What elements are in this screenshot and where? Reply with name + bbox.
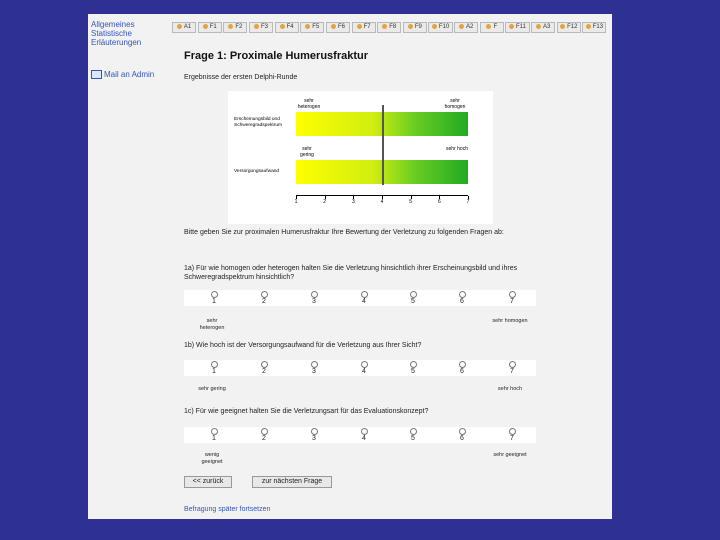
scale-number: 1 xyxy=(212,298,216,305)
tab-f9[interactable] xyxy=(403,22,427,33)
x-tick-label: 3 xyxy=(351,199,355,205)
tab-a3[interactable] xyxy=(531,22,555,33)
scale-number: 7 xyxy=(510,435,514,442)
tab-label: F5 xyxy=(312,24,320,30)
x-tick-label: 6 xyxy=(437,199,441,205)
scale-number: 3 xyxy=(312,298,316,305)
radio-group-1c xyxy=(184,427,536,443)
scale-number: 2 xyxy=(262,298,266,305)
scale-number: 4 xyxy=(362,435,366,442)
mail-admin-link[interactable] xyxy=(91,70,154,79)
tab-f7[interactable] xyxy=(352,22,376,33)
q1a-right-anchor: sehr homogen xyxy=(492,318,528,324)
radio-option-1-5[interactable] xyxy=(410,291,417,298)
radio-option-1-7[interactable] xyxy=(509,291,516,298)
tab-status-icon xyxy=(432,24,437,29)
radio-option-1-4[interactable] xyxy=(361,291,368,298)
tab-label: F1 xyxy=(209,24,217,30)
tab-status-icon xyxy=(228,24,233,29)
tab-status-icon xyxy=(280,24,285,29)
tab-status-icon xyxy=(408,24,413,29)
x-tick-label: 1 xyxy=(294,199,298,205)
tab-f[interactable] xyxy=(480,22,504,33)
delphi-chart xyxy=(228,91,493,224)
sidebar xyxy=(91,20,176,47)
scale-number: 7 xyxy=(510,298,514,305)
scale-number: 4 xyxy=(362,298,366,305)
row2-label: Versorgungsaufwand xyxy=(234,169,280,174)
tab-status-icon xyxy=(305,24,310,29)
tab-status-icon xyxy=(586,24,591,29)
tab-label: F2 xyxy=(235,24,243,30)
scale-number: 6 xyxy=(460,435,464,442)
radio-option-1-3[interactable] xyxy=(311,291,318,298)
scale-number: 5 xyxy=(411,368,415,375)
continue-later-link[interactable]: Befragung später fortsetzen xyxy=(184,506,271,513)
tab-f13[interactable] xyxy=(582,22,606,33)
question-1a-text: 1a) Für wie homogen oder heterogen halten Sie die Verletzung hinsichtlich ihrer Erscheinungsbild und ihres Schweregradspektrum hinsichtlich? xyxy=(184,265,518,281)
tab-f6[interactable] xyxy=(326,22,350,33)
tab-f10[interactable] xyxy=(428,22,452,33)
tab-status-icon xyxy=(459,24,464,29)
mail-admin-label: Mail an Admin xyxy=(104,70,155,79)
radio-option-3-3[interactable] xyxy=(311,428,318,435)
scale-number: 2 xyxy=(262,368,266,375)
tab-status-icon xyxy=(382,24,387,29)
back-button[interactable]: << zurück xyxy=(184,476,232,488)
radio-option-3-1[interactable] xyxy=(211,428,218,435)
scale-number: 7 xyxy=(510,368,514,375)
tab-f11[interactable] xyxy=(505,22,529,33)
envelope-icon xyxy=(91,70,102,79)
tab-f4[interactable] xyxy=(275,22,299,33)
scale-number: 4 xyxy=(362,368,366,375)
radio-group-1a xyxy=(184,290,536,306)
radio-option-2-6[interactable] xyxy=(459,361,466,368)
radio-option-1-1[interactable] xyxy=(211,291,218,298)
x-tick-label: 4 xyxy=(380,199,384,205)
tab-f1[interactable] xyxy=(198,22,222,33)
radio-group-1b xyxy=(184,360,536,376)
sidebar-link-allgemeines[interactable]: Allgemeines xyxy=(91,20,135,29)
main-panel xyxy=(88,14,612,519)
intro-text: Bitte geben Sie zur proximalen Humerusfraktur Ihre Bewertung der Verletzung zu folgenden Fragen ab: xyxy=(184,229,504,236)
tab-label: F11 xyxy=(516,24,526,30)
tab-status-icon xyxy=(254,24,259,29)
tab-label: F xyxy=(493,24,498,30)
row2-right-anchor: sehr hoch xyxy=(446,146,468,152)
scale-number: 2 xyxy=(262,435,266,442)
q1b-left-anchor: sehr gering xyxy=(198,386,226,392)
q1b-right-anchor: sehr hoch xyxy=(497,386,523,392)
radio-option-3-5[interactable] xyxy=(410,428,417,435)
tab-label: A1 xyxy=(183,24,192,30)
question-tabs xyxy=(172,22,608,35)
radio-option-2-4[interactable] xyxy=(361,361,368,368)
q1a-left-anchor: sehr heterogen xyxy=(199,318,225,331)
radio-option-2-2[interactable] xyxy=(261,361,268,368)
results-label: Ergebnisse der ersten Delphi-Runde xyxy=(184,74,298,81)
next-question-button[interactable]: zur nächsten Frage xyxy=(252,476,332,488)
tab-a2[interactable] xyxy=(454,22,478,33)
tab-label: A2 xyxy=(466,24,474,30)
tab-label: F13 xyxy=(592,24,604,30)
tab-label: F6 xyxy=(337,24,345,30)
x-tick-label: 5 xyxy=(409,199,413,205)
radio-option-2-7[interactable] xyxy=(509,361,516,368)
tab-f8[interactable] xyxy=(377,22,401,33)
tab-status-icon xyxy=(357,24,362,29)
sidebar-link-erlaeuterungen[interactable]: Erläuterungen xyxy=(91,38,142,47)
scale-number: 5 xyxy=(411,298,415,305)
radio-option-3-2[interactable] xyxy=(261,428,268,435)
radio-option-1-6[interactable] xyxy=(459,291,466,298)
tab-f3[interactable] xyxy=(249,22,273,33)
radio-option-2-3[interactable] xyxy=(311,361,318,368)
row2-left-anchor: sehr gering xyxy=(300,146,314,158)
scale-number: 5 xyxy=(411,435,415,442)
scale-number: 1 xyxy=(212,435,216,442)
tab-label: F10 xyxy=(438,24,450,30)
tab-label: F7 xyxy=(363,24,371,30)
tab-label: F12 xyxy=(567,24,578,30)
x-tick-label: 2 xyxy=(323,199,327,205)
tab-status-icon xyxy=(560,24,565,29)
sidebar-link-statistische[interactable]: Statistische xyxy=(91,29,132,38)
tab-f5[interactable] xyxy=(300,22,324,33)
row1-label: Erscheinungsbild und Schweregradspektrum xyxy=(234,117,282,128)
tab-status-icon xyxy=(203,24,208,29)
radio-option-3-4[interactable] xyxy=(361,428,368,435)
q1c-left-anchor: wenig geeignet xyxy=(201,452,223,465)
q1c-right-anchor: sehr geeignet xyxy=(493,452,527,458)
tab-f12[interactable] xyxy=(557,22,581,33)
scale-number: 6 xyxy=(460,368,464,375)
tab-status-icon xyxy=(509,24,514,29)
tab-label: F8 xyxy=(389,24,397,30)
scale-number: 6 xyxy=(460,298,464,305)
radio-option-1-2[interactable] xyxy=(261,291,268,298)
page-title: Frage 1: Proximale Humerusfraktur xyxy=(184,50,369,62)
question-1c-text: 1c) Für wie geeignet halten Sie die Verletzungsart für das Evaluationskonzept? xyxy=(184,408,429,415)
scale-number: 1 xyxy=(212,368,216,375)
radio-option-2-5[interactable] xyxy=(410,361,417,368)
radio-option-2-1[interactable] xyxy=(211,361,218,368)
radio-option-3-7[interactable] xyxy=(509,428,516,435)
scale-number: 3 xyxy=(312,368,316,375)
median-line xyxy=(382,105,384,185)
tab-status-icon xyxy=(177,24,182,29)
row1-right-anchor: sehr homogen xyxy=(444,98,466,110)
row1-left-anchor: sehr heterogen xyxy=(297,98,321,110)
tab-label: F4 xyxy=(286,24,294,30)
tab-label: F3 xyxy=(261,24,269,30)
tab-a1[interactable] xyxy=(172,22,196,33)
tab-f2[interactable] xyxy=(223,22,247,33)
question-1b-text: 1b) Wie hoch ist der Versorgungsaufwand für die Verletzung aus Ihrer Sicht? xyxy=(184,342,422,349)
radio-option-3-6[interactable] xyxy=(459,428,466,435)
scale-number: 3 xyxy=(312,435,316,442)
tab-status-icon xyxy=(331,24,336,29)
tab-status-icon xyxy=(536,24,541,29)
tab-label: F9 xyxy=(414,24,422,30)
tab-status-icon xyxy=(486,24,491,29)
tab-label: A3 xyxy=(542,24,551,30)
x-tick-label: 7 xyxy=(466,199,470,205)
